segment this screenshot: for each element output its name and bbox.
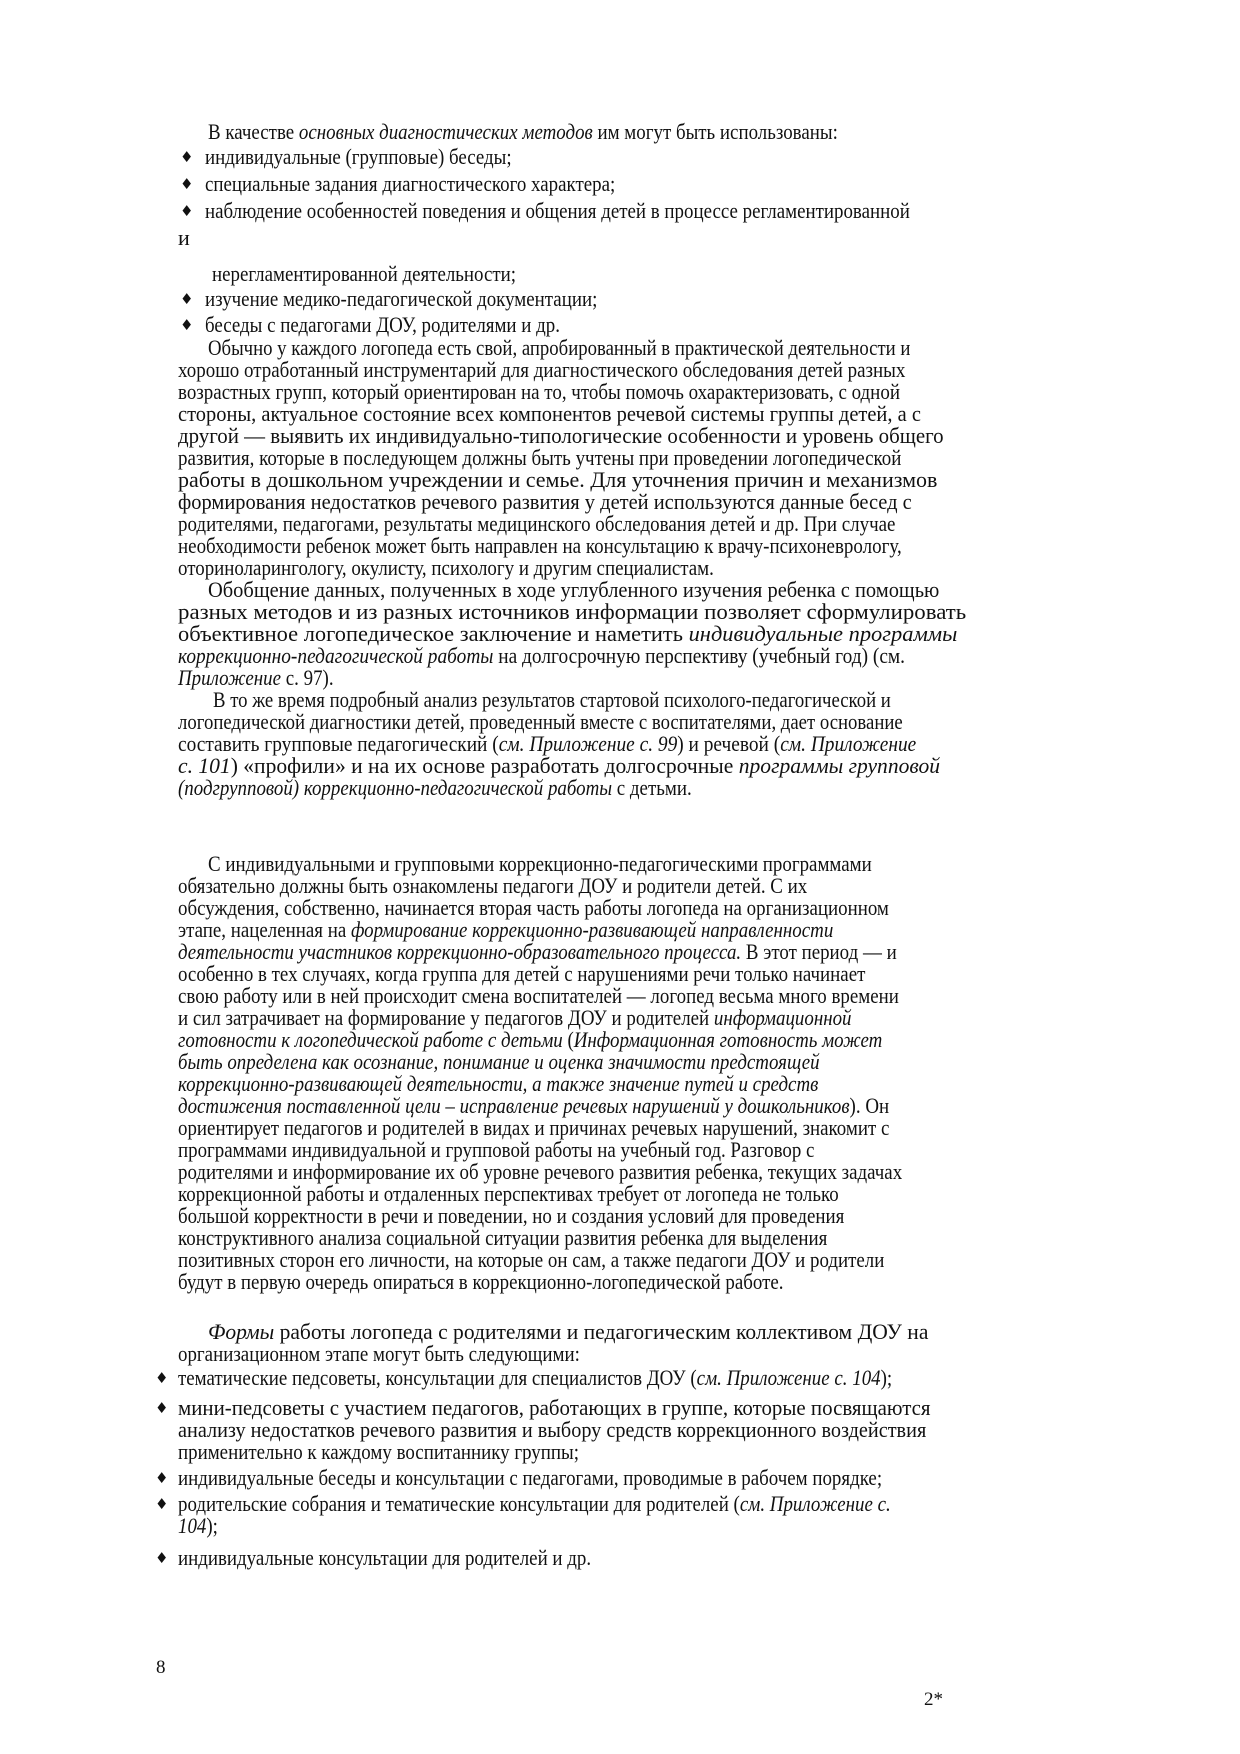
paragraph-line: (подгрупповой) коррекционно-педагогической работы с детьми. bbox=[178, 775, 692, 800]
paragraph-line: обсуждения, собственно, начинается вторая часть работы логопеда на организационном bbox=[178, 895, 889, 920]
list-item: индивидуальные (групповые) беседы; bbox=[205, 144, 512, 169]
signature-mark: 2* bbox=[924, 1689, 943, 1710]
bullet-icon: ♦ bbox=[155, 1495, 169, 1513]
paragraph-line: особенно в тех случаях, когда группа для детей с нарушениями речи только начинает bbox=[178, 961, 866, 986]
paragraph-line: оториноларингологу, окулисту, психологу и другим специалистам. bbox=[178, 555, 714, 580]
paragraph-line: логопедической диагностики детей, проведенный вместе с воспитателями, дает основание bbox=[178, 709, 903, 734]
paragraph-line: будут в первую очередь опираться в коррекционно-логопедической работе. bbox=[178, 1269, 784, 1294]
bullet-icon: ♦ bbox=[155, 1399, 169, 1417]
paragraph-line: организационном этапе могут быть следующими: bbox=[178, 1341, 580, 1366]
list-item-continuation: нерегламентированной деятельности; bbox=[212, 261, 517, 286]
bullet-icon: ♦ bbox=[180, 148, 194, 166]
paragraph-line: Обычно у каждого логопеда есть свой, апробированный в практической деятельности и bbox=[208, 335, 911, 360]
list-item-orphan: и bbox=[178, 225, 190, 250]
bullet-icon: ♦ bbox=[180, 316, 194, 334]
list-item: индивидуальные консультации для родителей и др. bbox=[178, 1545, 592, 1570]
list-item: наблюдение особенностей поведения и общения детей в процессе регламентированной bbox=[205, 198, 910, 223]
paragraph-line: обязательно должны быть ознакомлены педагоги ДОУ и родители детей. С их bbox=[178, 873, 808, 898]
paragraph-line: программами индивидуальной и групповой работы на учебный год. Разговор с bbox=[178, 1137, 815, 1162]
paragraph-line: составить групповые педагогический (см. Приложение с. 99) и речевой (см. Приложение bbox=[178, 731, 917, 756]
paragraph-line: свою работу или в ней происходит смена воспитателей — логопед весьма много времени bbox=[178, 983, 899, 1008]
paragraph-line: необходимости ребенок может быть направлен на консультацию к врачу-психоневрологу, bbox=[178, 533, 902, 558]
paragraph-line: работы в дошкольном учреждении и семье. Для уточнения причин и механизмов bbox=[178, 467, 938, 492]
page-number: 8 bbox=[156, 1657, 166, 1678]
paragraph-line: стороны, актуальное состояние всех компонентов речевой системы группы детей, а с bbox=[178, 401, 921, 426]
paragraph-line: коррекционной работы и отдаленных перспективах требует от логопеда не только bbox=[178, 1181, 839, 1206]
paragraph-line: возрастных групп, который ориентирован на то, чтобы помочь охарактеризовать, с одной bbox=[178, 379, 900, 404]
paragraph-line: ориентирует педагогов и родителей в видах и причинах речевых нарушений, знакомит с bbox=[178, 1115, 890, 1140]
paragraph-line: С индивидуальными и групповыми коррекционно-педагогическими программами bbox=[208, 851, 872, 876]
bullet-icon: ♦ bbox=[155, 1549, 169, 1567]
paragraph-line: формирования недостатков речевого развития у детей используются данные бесед с bbox=[178, 489, 912, 514]
paragraph-line: объективное логопедическое заключение и наметить индивидуальные программы bbox=[178, 621, 958, 646]
emphasis: основных диагностических методов bbox=[298, 119, 593, 144]
paragraph-line: позитивных сторон его личности, на которые он сам, а также педагоги ДОУ и родители bbox=[178, 1247, 885, 1272]
paragraph-line: готовности к логопедической работе с детьми (Информационная готовность может bbox=[178, 1027, 883, 1052]
list-item: тематические педсоветы, консультации для специалистов ДОУ (см. Приложение с. 104); bbox=[178, 1365, 893, 1390]
paragraph-line: развития, которые в последующем должны быть учтены при проведении логопедической bbox=[178, 445, 902, 470]
list-item-continuation: 104); bbox=[178, 1513, 218, 1538]
paragraph-line: конструктивного анализа социальной ситуации развития ребенка для выделения bbox=[178, 1225, 828, 1250]
paragraph-line: этапе, нацеленная на формирование коррекционно-развивающей направленности bbox=[178, 917, 834, 942]
paragraph-line: родителями, педагогами, результаты медицинского обследования детей и др. При случае bbox=[178, 511, 896, 536]
list-item: индивидуальные беседы и консультации с педагогами, проводимые в рабочем порядке; bbox=[178, 1465, 883, 1490]
bullet-icon: ♦ bbox=[180, 202, 194, 220]
paragraph-line: Обобщение данных, полученных в ходе углубленного изучения ребенка с помощью bbox=[208, 577, 940, 602]
list-item: родительские собрания и тематические консультации для родителей (см. Приложение с. bbox=[178, 1491, 891, 1516]
list-item: мини-педсоветы с участием педагогов, работающих в группе, которые посвящаются bbox=[178, 1395, 931, 1420]
paragraph-line: и сил затрачивает на формирование у педагогов ДОУ и родителей информационной bbox=[178, 1005, 852, 1030]
paragraph-line: достижения поставленной цели – исправление речевых нарушений у дошкольников). Он bbox=[178, 1093, 890, 1118]
list-item: специальные задания диагностического характера; bbox=[205, 171, 616, 196]
paragraph-line: Приложение с. 97). bbox=[178, 665, 334, 690]
list-item: беседы с педагогами ДОУ, родителями и др. bbox=[205, 312, 560, 337]
paragraph-line: Формы работы логопеда с родителями и педагогическим коллективом ДОУ на bbox=[208, 1319, 929, 1344]
bullet-icon: ♦ bbox=[180, 175, 194, 193]
paragraph-line: большой корректности в речи и поведении, но и создания условий для проведения bbox=[178, 1203, 845, 1228]
paragraph-line: разных методов и из разных источников информации позволяет сформулировать bbox=[178, 599, 967, 624]
bullet-icon: ♦ bbox=[155, 1469, 169, 1487]
intro-line: В качестве основных диагностических методов им могут быть использованы: bbox=[208, 119, 838, 144]
list-item: изучение медико-педагогической документации; bbox=[205, 286, 598, 311]
paragraph-line: коррекционно-педагогической работы на долгосрочную перспективу (учебный год) (см. bbox=[178, 643, 906, 668]
paragraph-line: быть определена как осознание, понимание и оценка значимости предстоящей bbox=[178, 1049, 820, 1074]
paragraph-line: родителями и информирование их об уровне речевого развития ребенка, текущих задачах bbox=[178, 1159, 903, 1184]
bullet-icon: ♦ bbox=[155, 1369, 169, 1387]
paragraph-line: В то же время подробный анализ результатов стартовой психолого-педагогической и bbox=[213, 687, 891, 712]
list-item-continuation: применительно к каждому воспитаннику группы; bbox=[178, 1439, 579, 1464]
paragraph-line: деятельности участников коррекционно-образовательного процесса. В этот период — и bbox=[178, 939, 897, 964]
list-item-continuation: анализу недостатков речевого развития и выбору средств коррекционного воздействия bbox=[178, 1417, 927, 1442]
paragraph-line: хорошо отработанный инструментарий для диагностического обследования детей разных bbox=[178, 357, 906, 382]
bullet-icon: ♦ bbox=[180, 290, 194, 308]
paragraph-line: коррекционно-развивающей деятельности, а также значение путей и средств bbox=[178, 1071, 819, 1096]
paragraph-line: другой — выявить их индивидуально-типологические особенности и уровень общего bbox=[178, 423, 944, 448]
paragraph-line: с. 101) «профили» и на их основе разработать долгосрочные программы групповой bbox=[178, 753, 941, 778]
